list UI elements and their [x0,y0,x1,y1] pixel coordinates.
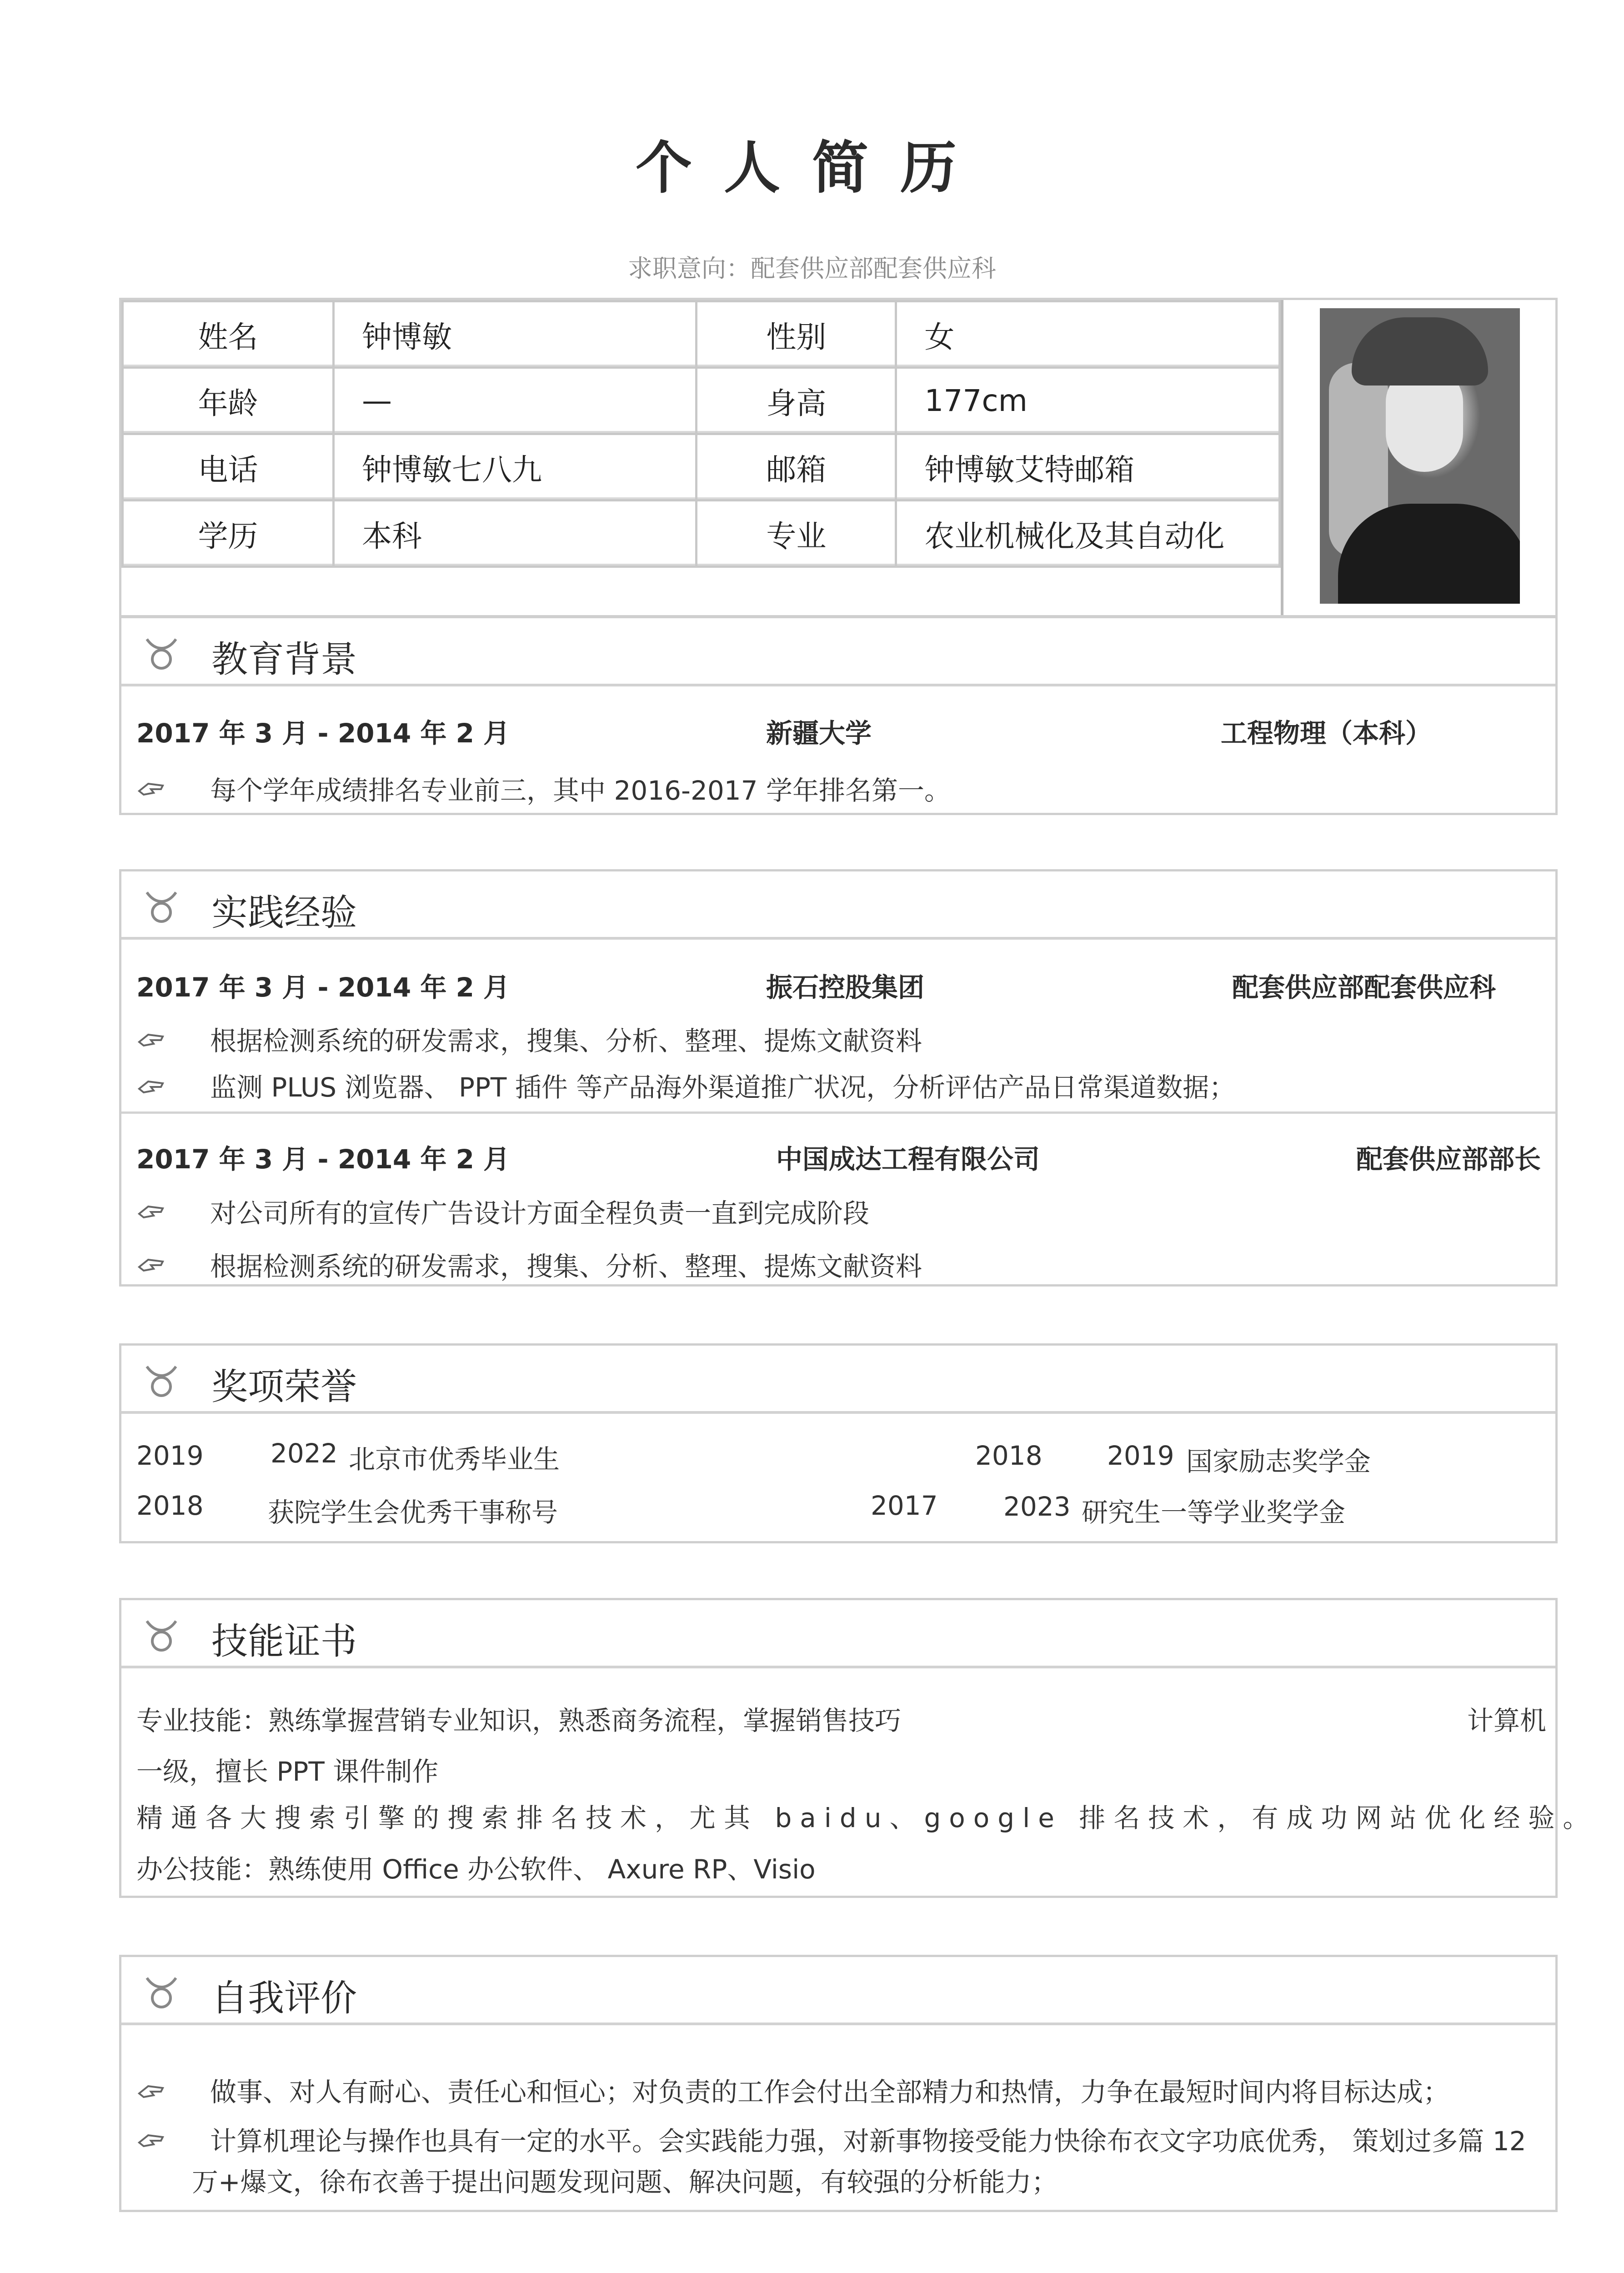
phone-label: 电话 [123,434,334,501]
job-date: 2017 年 3 月 - 2014 年 2 月 [136,972,510,1003]
age-value: — [334,368,697,434]
self-eval-line: 做事、对人有耐心、责任心和恒心；对负责的工作会付出全部精力和热情，力争在最短时间内将目标达成； [210,2077,1450,2108]
award-name: 国家励志奖学金 [1186,1446,1371,1477]
education-section [119,616,1558,815]
section-header [121,1600,1555,1668]
job-role: 配套供应部部长 [1356,1144,1541,1175]
hand-point-icon [137,777,166,797]
email-value: 钟博敏艾特邮箱 [896,434,1280,501]
skill-line: 专业技能：熟练掌握营销专业知识，熟悉商务流程，掌握销售技巧 [136,1705,902,1736]
resume-title: 个人简历 [635,135,988,201]
skill-line: 办公技能：熟练使用 Office 办公软件、 Axure RP、Visio [136,1854,816,1885]
degree-value: 本科 [334,501,697,567]
taurus-icon [143,1362,180,1398]
self-eval-line: 计算机理论与操作也具有一定的水平。会实践能力强，对新事物接受能力快徐布衣文字功底优秀， 策划过多篇 12 [210,2126,1526,2157]
award-year: 2017 [871,1490,938,1521]
height-label: 身高 [697,368,896,434]
degree-label: 学历 [123,501,334,567]
hand-point-icon [137,1075,166,1095]
hand-point-icon [137,2080,166,2100]
job-bullet: 对公司所有的宣传广告设计方面全程负责一直到完成阶段 [210,1198,870,1229]
skill-line: 一级，擅长 PPT 课件制作 [136,1756,439,1787]
award-year: 2019 [1107,1440,1174,1471]
edu-date: 2017 年 3 月 - 2014 年 2 月 [136,718,510,749]
phone-value: 钟博敏七八九 [334,434,697,501]
award-year: 2022 [271,1438,338,1469]
basic-info-table [119,298,1558,617]
job-company: 振石控股集团 [766,972,925,1003]
info-row [123,501,1280,567]
award-name: 研究生一等学业奖学金 [1082,1497,1346,1528]
award-year: 2019 [136,1440,204,1471]
info-row [123,368,1280,434]
info-row [123,434,1280,501]
major-label: 专业 [697,501,896,567]
award-year: 2023 [1003,1491,1071,1522]
info-row [123,301,1280,368]
award-name: 北京市优秀毕业生 [349,1444,560,1475]
age-label: 年龄 [123,368,334,434]
name-value: 钟博敏 [334,301,697,368]
height-value: 177cm [896,368,1280,434]
job-bullet: 根据检测系统的研发需求，搜集、分析、整理、提炼文献资料 [210,1026,922,1056]
taurus-icon [143,635,180,671]
email-label: 邮箱 [697,434,896,501]
edu-bullet: 每个学年成绩排名专业前三，其中 2016-2017 学年排名第一。 [210,775,951,806]
section-header [121,1957,1555,2025]
taurus-icon [143,1973,180,2010]
section-title: 自我评价 [211,1977,357,2019]
section-title: 实践经验 [211,891,357,934]
section-header [121,871,1555,940]
job-bullet: 监测 PLUS 浏览器、 PPT 插件 等产品海外渠道推广状况，分析评估产品日常渠道数据； [210,1072,1236,1103]
section-header [121,618,1555,686]
job-divider [121,1111,1555,1114]
gender-label: 性别 [697,301,896,368]
hand-point-icon [137,2129,166,2149]
edu-major: 工程物理（本科） [1221,718,1432,749]
name-label: 姓名 [123,301,334,368]
job-company: 中国成达工程有限公司 [776,1144,1040,1175]
awards-section [119,1343,1558,1543]
major-value: 农业机械化及其自动化 [896,501,1280,567]
award-year: 2018 [975,1440,1043,1471]
edu-school: 新疆大学 [766,718,872,749]
self-eval-line: 万+爆文，徐布衣善于提出问题发现问题、解决问题，有较强的分析能力； [192,2167,1058,2198]
taurus-icon [143,1617,180,1653]
practice-section [119,869,1558,1287]
photo-cell [1281,300,1558,615]
section-title: 奖项荣誉 [211,1366,357,1408]
profile-photo [1320,308,1520,604]
taurus-icon [143,888,180,924]
award-name: 获院学生会优秀干事称号 [268,1497,558,1528]
skills-section [119,1598,1598,1898]
job-bullet: 根据检测系统的研发需求，搜集、分析、整理、提炼文献资料 [210,1251,922,1282]
hand-point-icon [137,1200,166,1220]
self-eval-section [119,1955,1558,2212]
hand-point-icon [137,1253,166,1273]
gender-value: 女 [896,301,1280,368]
section-title: 教育背景 [211,638,357,681]
job-role: 配套供应部配套供应科 [1232,972,1496,1003]
skill-line: 计算机 [1467,1705,1547,1736]
hand-point-icon [137,1028,166,1048]
award-year: 2018 [136,1490,204,1521]
skill-line: 精通各大搜索引擎的搜索排名技术，尤其 baidu、google 排名技术，有成功网站优化经验。 [136,1802,1598,1833]
section-title: 技能证书 [211,1620,357,1662]
section-header [121,1346,1555,1414]
job-date: 2017 年 3 月 - 2014 年 2 月 [136,1144,510,1175]
job-intent: 求职意向：配套供应部配套供应科 [628,254,996,283]
